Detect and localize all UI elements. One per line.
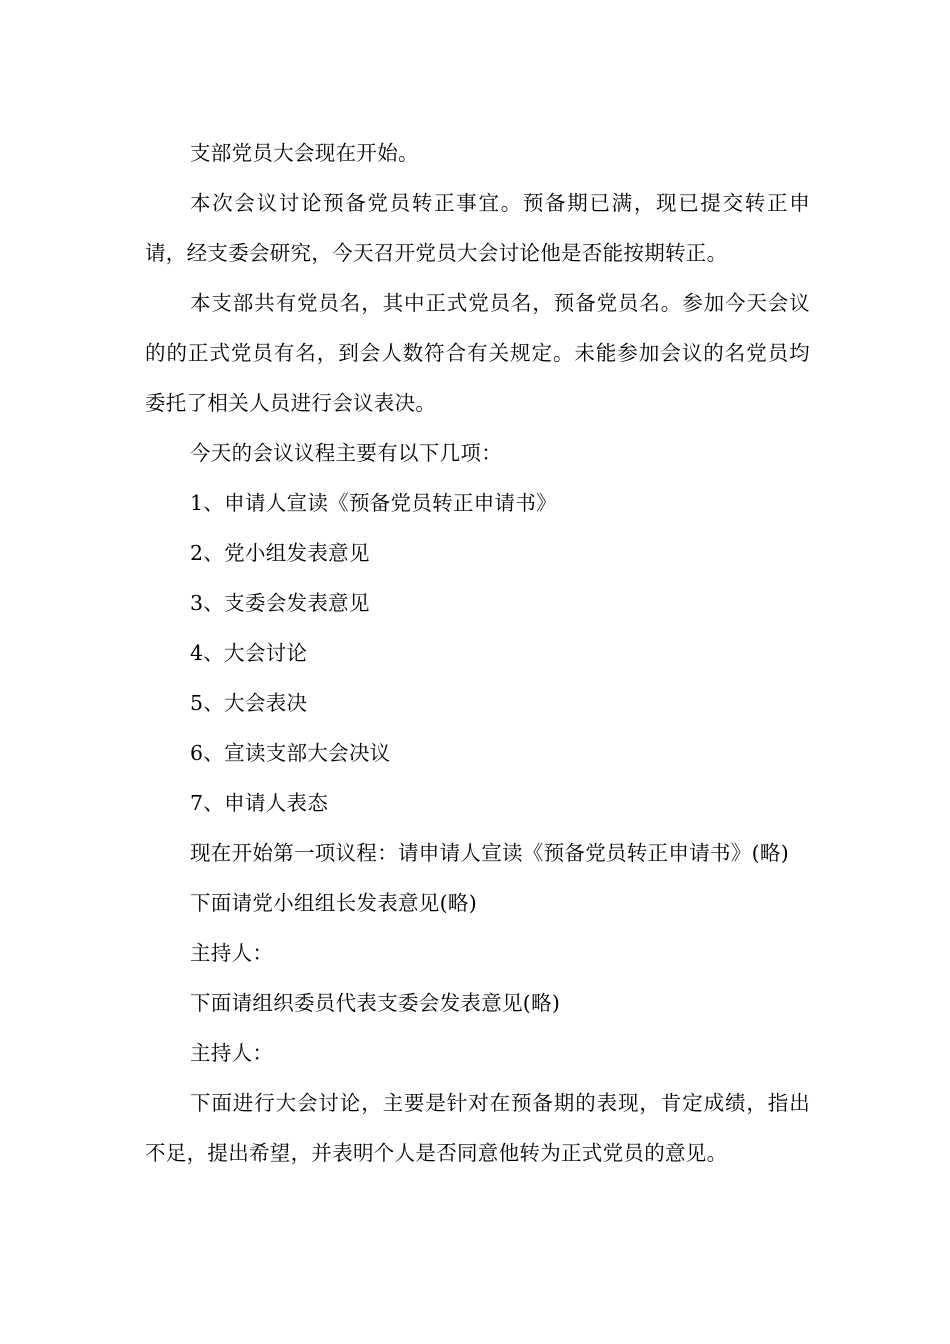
agenda-item-1: 1、申请人宣读《预备党员转正申请书》 (190, 491, 557, 515)
paragraph-attendance: 本支部共有党员名，其中正式党员名，预备党员名。参加今天会议的的正式党员有名，到会人数符合有关规定。未能参加会议的名党员均委托了相关人员进行会议表决。 (145, 291, 810, 415)
paragraph-group-opinion: 下面请党小组组长发表意见(略) (190, 891, 477, 915)
paragraph-purpose: 本次会议讨论预备党员转正事宜。预备期已满，现已提交转正申请，经支委会研究，今天召开党员大会讨论他是否能按期转正。 (145, 191, 810, 265)
paragraph-host-2: 主持人： (190, 1041, 274, 1065)
agenda-item-6: 6、宣读支部大会决议 (190, 741, 391, 765)
paragraph-discussion: 下面进行大会讨论，主要是针对在预备期的表现，肯定成绩，指出不足，提出希望，并表明个人是否同意他转为正式党员的意见。 (145, 1091, 810, 1165)
paragraph-first-agenda: 现在开始第一项议程：请申请人宣读《预备党员转正申请书》(略) (190, 841, 789, 865)
paragraph-host-1: 主持人： (190, 941, 274, 965)
agenda-item-2: 2、党小组发表意见 (190, 541, 370, 565)
agenda-item-4: 4、大会讨论 (190, 641, 308, 665)
document-body (145, 128, 810, 1178)
agenda-item-3: 3、支委会发表意见 (190, 591, 370, 615)
paragraph-agenda-intro: 今天的会议议程主要有以下几项： (190, 441, 502, 465)
agenda-item-5: 5、大会表决 (190, 691, 308, 715)
paragraph-opening: 支部党员大会现在开始。 (190, 141, 419, 165)
paragraph-committee-opinion: 下面请组织委员代表支委会发表意见(略) (190, 991, 561, 1015)
agenda-item-7: 7、申请人表态 (190, 791, 329, 815)
